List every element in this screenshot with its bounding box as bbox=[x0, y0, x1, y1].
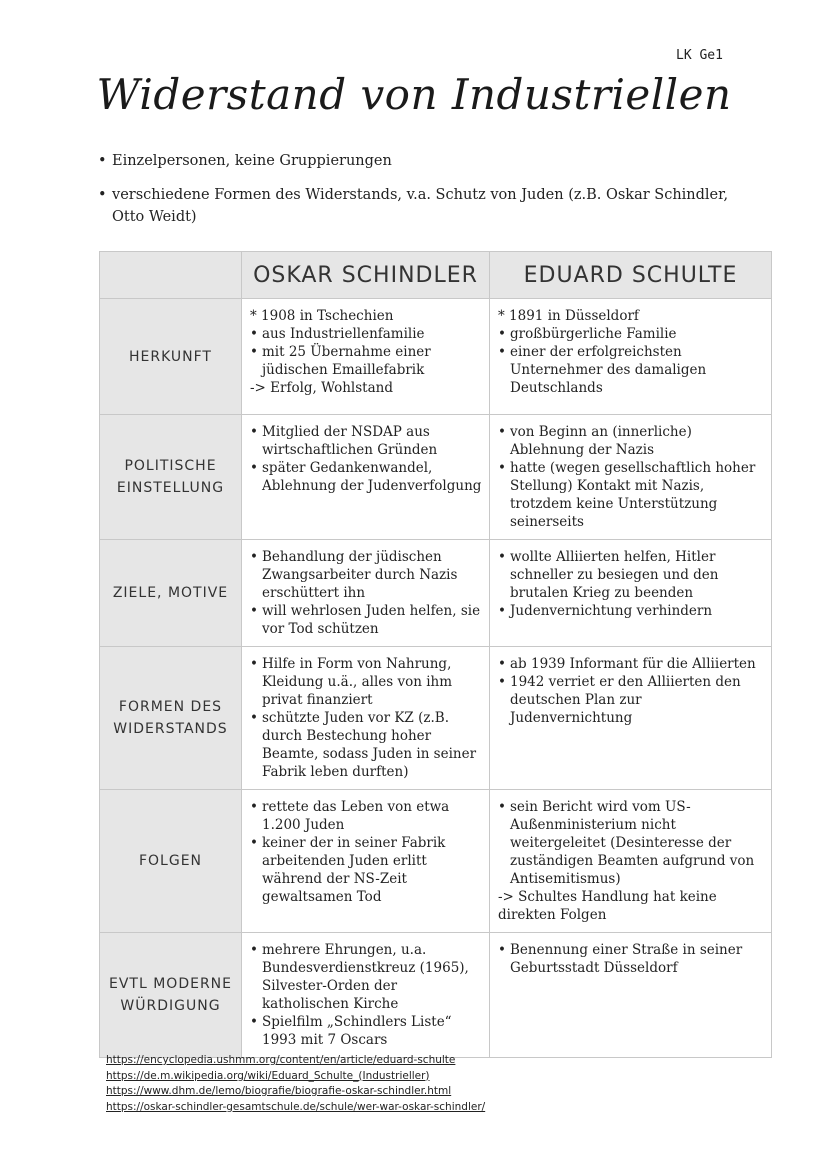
cell-item: • rettete das Leben von etwa 1.200 Juden bbox=[250, 798, 483, 834]
column-header-schulte: EDUARD SCHULTE bbox=[490, 252, 772, 299]
cell-item: • von Beginn an (innerliche) Ablehnung der Nazis bbox=[498, 423, 765, 459]
cell-item-list bbox=[498, 798, 765, 924]
cell-item: • 1942 verriet er den Alliierten den deutschen Plan zur Judenvernichtung bbox=[498, 673, 765, 727]
cell-item-list bbox=[250, 423, 483, 495]
cell-item: • wollte Alliierten helfen, Hitler schneller zu besiegen und den brutalen Krieg zu beenden bbox=[498, 548, 765, 602]
intro-bullet: • Einzelpersonen, keine Gruppierungen bbox=[98, 150, 758, 172]
cell-item: • Behandlung der jüdischen Zwangsarbeiter durch Nazis erschüttert ihn bbox=[250, 548, 483, 602]
cell-item: • ab 1939 Informant für die Alliierten bbox=[498, 655, 765, 673]
cell-item: • hatte (wegen gesellschaftlich hoher Stellung) Kontakt mit Nazis, trotzdem keine Unterstützung seinerseits bbox=[498, 459, 765, 531]
cell-schulte bbox=[490, 415, 772, 540]
cell-item: -> Schultes Handlung hat keine direkten Folgen bbox=[498, 889, 717, 923]
table-row bbox=[100, 415, 772, 540]
cell-item-list bbox=[498, 655, 765, 727]
source-links bbox=[106, 1053, 485, 1115]
row-label: FOLGEN bbox=[100, 790, 242, 933]
source-link[interactable]: https://oskar-schindler-gesamtschule.de/schule/wer-war-oskar-schindler/ bbox=[106, 1100, 486, 1113]
page-title: Widerstand von Industriellen bbox=[96, 70, 732, 119]
cell-item-list bbox=[250, 307, 483, 397]
cell-item: * 1908 in Tschechien bbox=[250, 308, 394, 324]
cell-item: • sein Bericht wird vom US-Außenministerium nicht weitergeleitet (Desinteresse der zuständigen Beamten aufgrund von Antisemitismus) bbox=[498, 798, 765, 888]
cell-schulte bbox=[490, 540, 772, 647]
cell-item: • Hilfe in Form von Nahrung, Kleidung u.ä., alles von ihm privat finanziert bbox=[250, 655, 483, 709]
cell-schindler bbox=[242, 933, 490, 1058]
cell-schindler bbox=[242, 540, 490, 647]
cell-item: • will wehrlosen Juden helfen, sie vor Tod schützen bbox=[250, 602, 483, 638]
cell-item: -> Erfolg, Wohlstand bbox=[250, 380, 393, 396]
cell-item: * 1891 in Düsseldorf bbox=[498, 308, 639, 324]
cell-schulte bbox=[490, 299, 772, 415]
cell-item-list bbox=[498, 423, 765, 531]
cell-item-list bbox=[250, 548, 483, 638]
row-label: ZIELE, MOTIVE bbox=[100, 540, 242, 647]
course-label: LK Ge1 bbox=[676, 48, 723, 63]
cell-item: • einer der erfolgreichsten Unternehmer des damaligen Deutschlands bbox=[498, 343, 765, 397]
table-row bbox=[100, 299, 772, 415]
cell-schulte bbox=[490, 790, 772, 933]
cell-schulte bbox=[490, 933, 772, 1058]
cell-item-list bbox=[498, 941, 765, 977]
intro-bullet-list bbox=[98, 150, 758, 240]
cell-schulte bbox=[490, 647, 772, 790]
table-row bbox=[100, 647, 772, 790]
cell-item: • Spielfilm „Schindlers Liste“ 1993 mit 7 Oscars bbox=[250, 1013, 483, 1049]
row-label: FORMEN DES WIDERSTANDS bbox=[100, 647, 242, 790]
row-label: EVTL MODERNE WÜRDIGUNG bbox=[100, 933, 242, 1058]
table-row bbox=[100, 790, 772, 933]
cell-item: • Benennung einer Straße in seiner Geburtsstadt Düsseldorf bbox=[498, 941, 765, 977]
cell-item: • mehrere Ehrungen, u.a. Bundesverdienstkreuz (1965), Silvester-Orden der katholischen Kirche bbox=[250, 941, 483, 1013]
row-label: HERKUNFT bbox=[100, 299, 242, 415]
cell-schindler bbox=[242, 790, 490, 933]
cell-item-list bbox=[250, 798, 483, 906]
cell-item: • keiner der in seiner Fabrik arbeitenden Juden erlitt während der NS-Zeit gewaltsamen Tod bbox=[250, 834, 483, 906]
source-link[interactable]: https://de.m.wikipedia.org/wiki/Eduard_Schulte_(Industrieller) bbox=[106, 1069, 430, 1082]
table-row bbox=[100, 933, 772, 1058]
cell-item: • mit 25 Übernahme einer jüdischen Emaillefabrik bbox=[250, 343, 483, 379]
column-header-schindler: OSKAR SCHINDLER bbox=[242, 252, 490, 299]
source-link[interactable]: https://www.dhm.de/lemo/biografie/biografie-oskar-schindler.html bbox=[106, 1085, 452, 1097]
source-link[interactable]: https://encyclopedia.ushmm.org/content/en/article/eduard-schulte bbox=[106, 1054, 456, 1066]
cell-schindler bbox=[242, 415, 490, 540]
cell-item: • später Gedankenwandel, Ablehnung der Judenverfolgung bbox=[250, 459, 483, 495]
table-corner-cell bbox=[100, 252, 242, 299]
cell-item-list bbox=[250, 941, 483, 1049]
cell-item-list bbox=[498, 307, 765, 397]
cell-item: • großbürgerliche Familie bbox=[498, 325, 765, 343]
comparison-table bbox=[99, 251, 772, 1058]
cell-item-list bbox=[498, 548, 765, 620]
cell-schindler bbox=[242, 299, 490, 415]
cell-item: • aus Industriellenfamilie bbox=[250, 325, 483, 343]
table-row bbox=[100, 540, 772, 647]
cell-item: • Judenvernichtung verhindern bbox=[498, 602, 765, 620]
cell-item-list bbox=[250, 655, 483, 781]
row-label: POLITISCHE EINSTELLUNG bbox=[100, 415, 242, 540]
intro-bullet: • verschiedene Formen des Widerstands, v.a. Schutz von Juden (z.B. Oskar Schindler, Otto Weidt) bbox=[98, 184, 758, 228]
cell-item: • Mitglied der NSDAP aus wirtschaftlichen Gründen bbox=[250, 423, 483, 459]
cell-item: • schützte Juden vor KZ (z.B. durch Bestechung hoher Beamte, sodass Juden in seiner Fabrik leben durften) bbox=[250, 709, 483, 781]
cell-schindler bbox=[242, 647, 490, 790]
